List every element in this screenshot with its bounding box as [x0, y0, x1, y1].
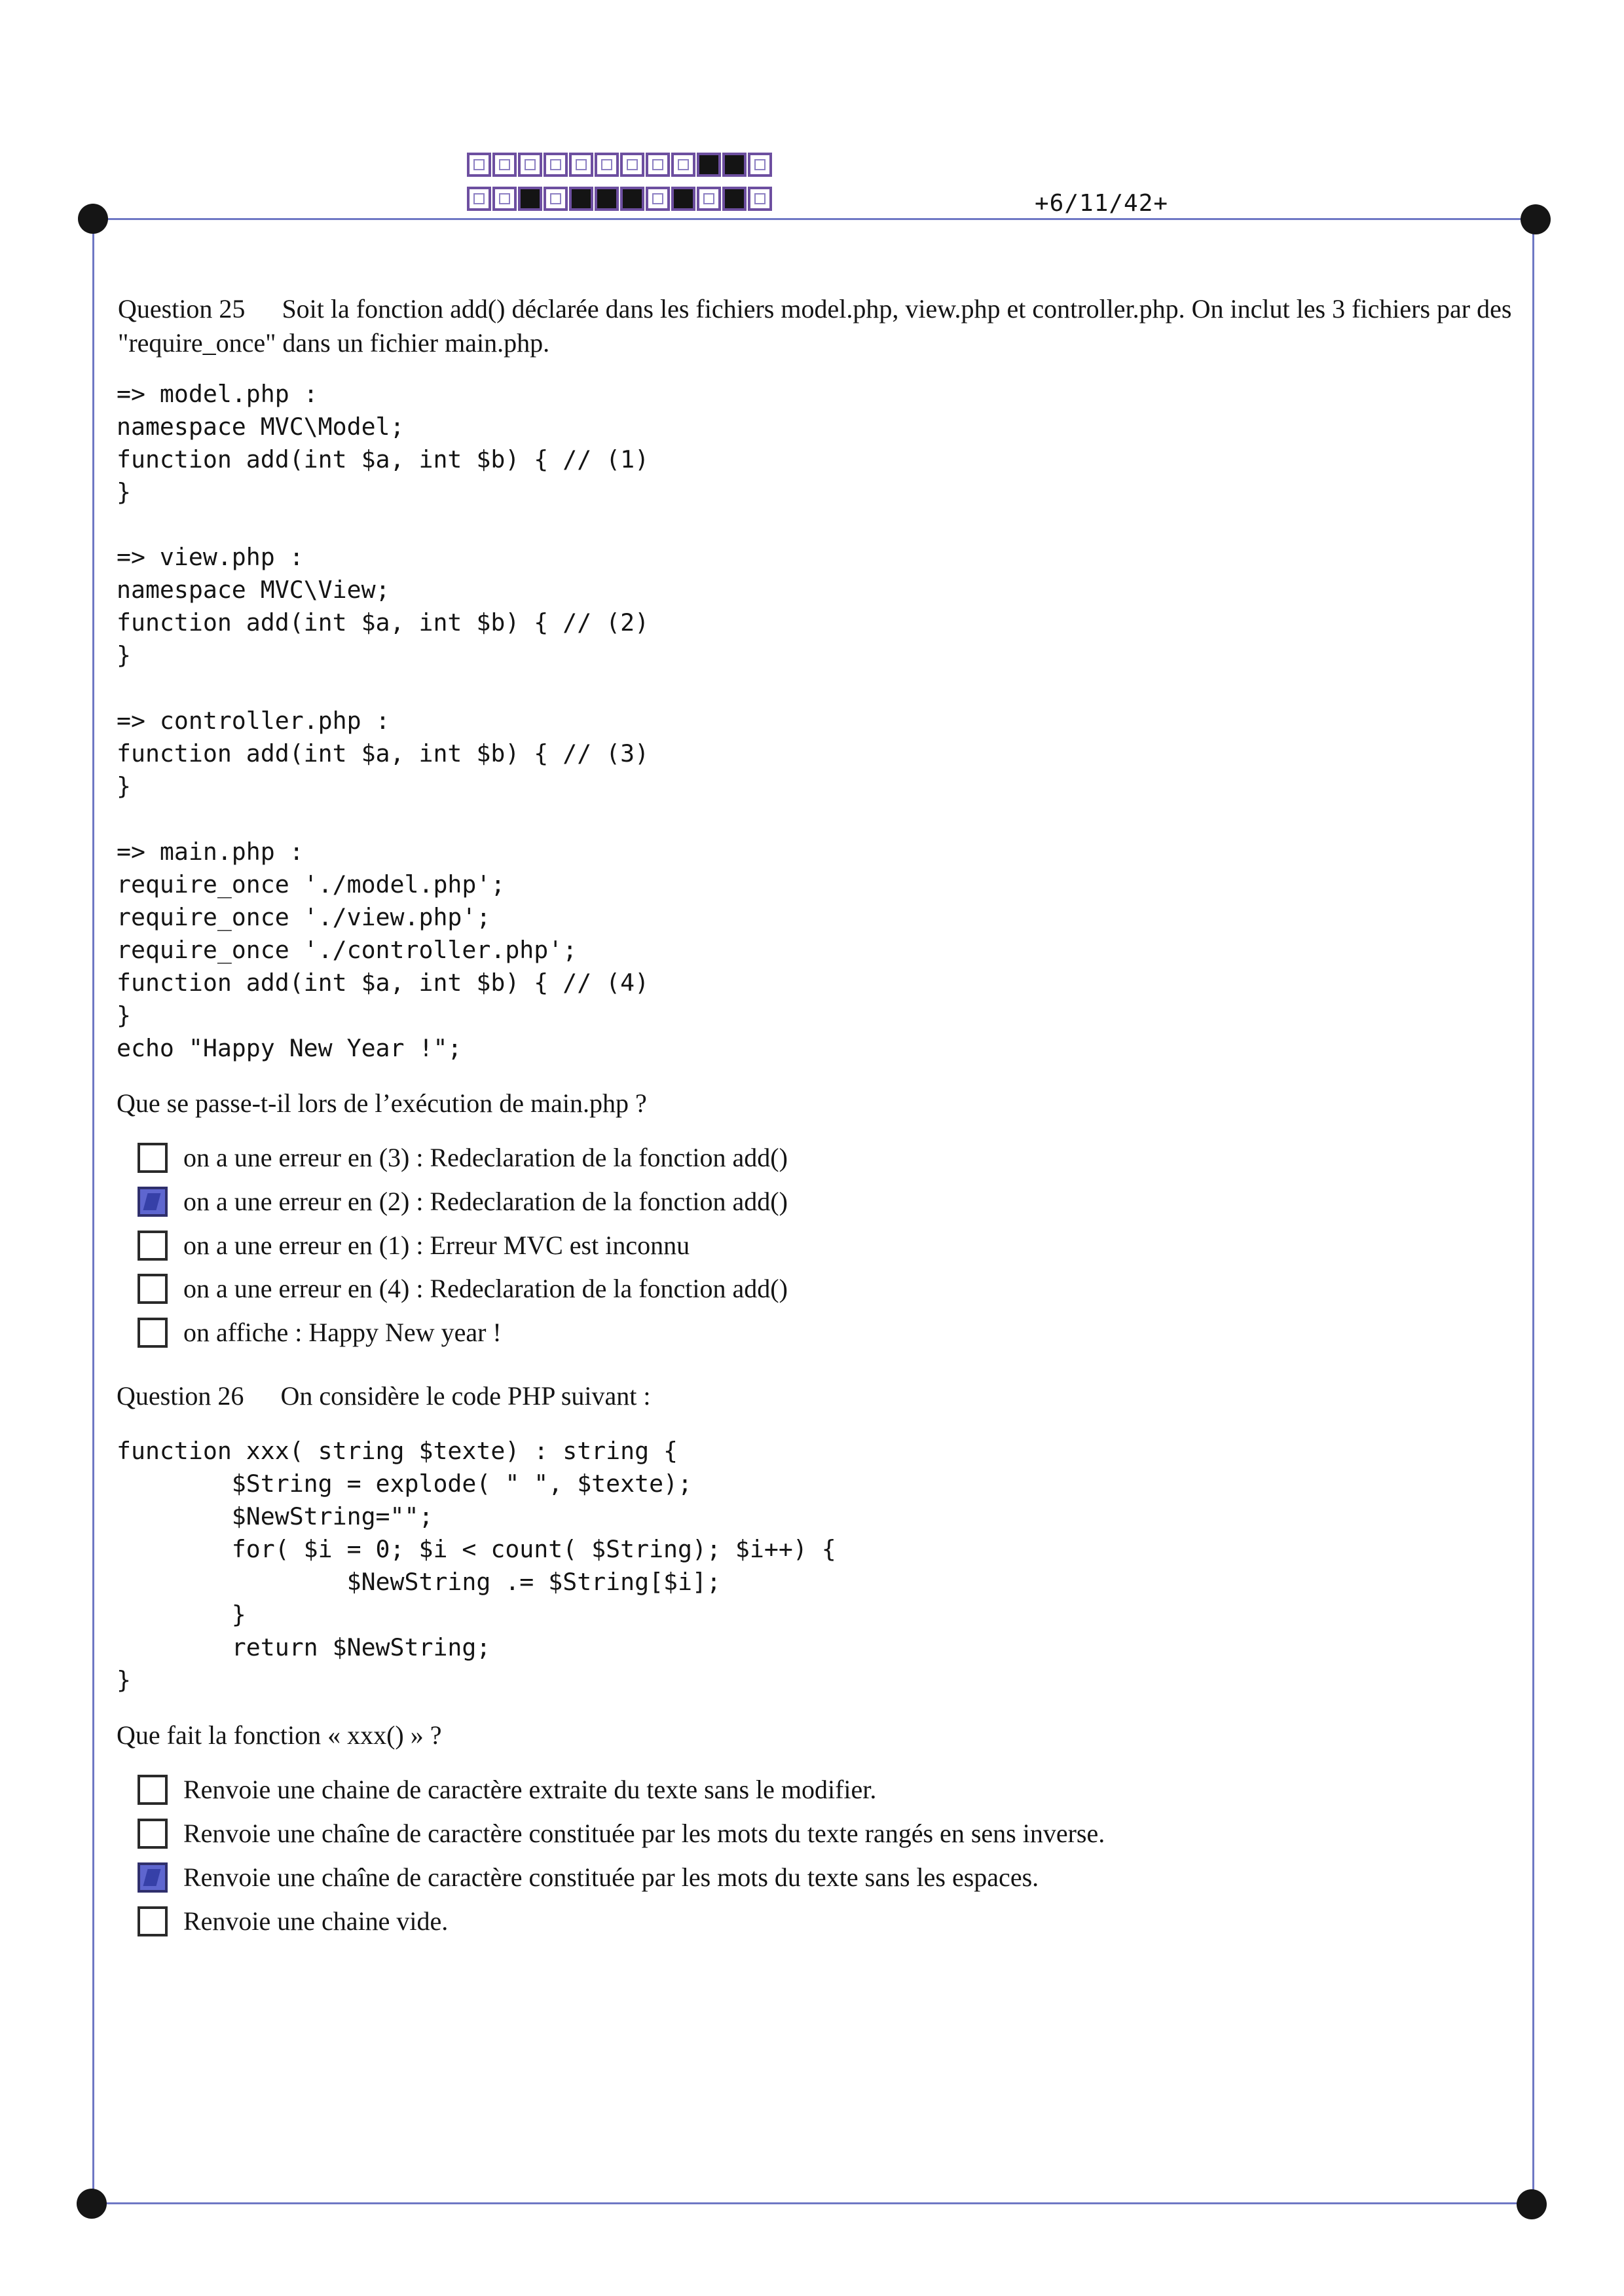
- q25-option-2-label: on a une erreur en (2) : Redeclaration de la fonction add(): [183, 1187, 788, 1216]
- code-function-xxx: function xxx( string $texte) : string { $String = explode( " ", $texte); $NewString=""; for( $i = 0; $i < count( $String); $i++) { $NewString .= $String[$i]; } return $NewString; }: [117, 1437, 836, 1694]
- code-row-1-cell-3: [518, 153, 542, 177]
- question-25-prompt: Que se passe-t-il lors de l’exécution de main.php ?: [117, 1088, 647, 1118]
- question-26-heading: [117, 1379, 1518, 1413]
- q25-option-3-checkbox[interactable]: [138, 1231, 168, 1261]
- code-controller-php: => controller.php : function add(int $a, int $b) { // (3) }: [117, 707, 650, 800]
- frame-top-line: [96, 218, 1536, 220]
- code-model-php: => model.php : namespace MVC\Model; function add(int $a, int $b) { // (1) }: [117, 380, 650, 506]
- q26-option-4-label: Renvoie une chaine vide.: [183, 1906, 449, 1936]
- q26-option-1-checkbox[interactable]: [138, 1775, 168, 1805]
- corner-mark-bottom-right: [1517, 2189, 1547, 2219]
- q25-option-5-label: on affiche : Happy New year !: [183, 1318, 502, 1347]
- q26-option-1-label: Renvoie une chaine de caractère extraite du texte sans le modifier.: [183, 1775, 877, 1804]
- code-row-1-cell-10: [697, 153, 721, 177]
- code-row-1-cell-6: [595, 153, 619, 177]
- q25-option-1-label: on a une erreur en (3) : Redeclaration de la fonction add(): [183, 1143, 788, 1172]
- code-row-2-cell-9: [671, 187, 695, 211]
- q25-option-4[interactable]: [138, 1269, 788, 1308]
- code-row-1-cell-1: [467, 153, 491, 177]
- code-main-php: => main.php : require_once './model.php'; require_once './view.php'; require_once './controller.php'; function add(int $a, int $b) { // (4) } echo "Happy New Year !";: [117, 838, 650, 1062]
- q26-option-3[interactable]: [138, 1858, 1039, 1897]
- q26-option-1[interactable]: [138, 1770, 876, 1809]
- question-26-label: Question 26: [117, 1381, 244, 1411]
- question-26-prompt: Que fait la fonction « xxx() » ?: [117, 1720, 442, 1750]
- page-id: +6/11/42+: [1035, 190, 1169, 217]
- q26-option-3-label: Renvoie une chaîne de caractère constituée par les mots du texte sans les espaces.: [183, 1862, 1039, 1892]
- code-row-1-cell-9: [671, 153, 695, 177]
- code-row-2-cell-11: [722, 187, 747, 211]
- q25-option-2-checkbox[interactable]: [138, 1187, 168, 1217]
- q26-option-4-checkbox[interactable]: [138, 1906, 168, 1936]
- code-row-2-cell-3: [518, 187, 542, 211]
- q26-option-2-label: Renvoie une chaîne de caractère constituée par les mots du texte rangés en sens inverse.: [183, 1819, 1105, 1848]
- code-row-1-cell-8: [646, 153, 670, 177]
- question-25-text: Soit la fonction add() déclarée dans les fichiers model.php, view.php et controller.php. On inclut les 3 fichiers par des "require_once" dans un fichier main.php.: [118, 294, 1512, 358]
- page-code-row-1: [467, 153, 773, 183]
- code-row-2-cell-2: [492, 187, 517, 211]
- q25-option-1[interactable]: [138, 1138, 788, 1177]
- q25-option-1-checkbox[interactable]: [138, 1143, 168, 1173]
- frame-right-line: [1532, 219, 1534, 2204]
- code-row-1-cell-7: [620, 153, 644, 177]
- corner-mark-bottom-left: [77, 2189, 107, 2219]
- q25-option-4-checkbox[interactable]: [138, 1274, 168, 1304]
- code-row-2-cell-7: [620, 187, 644, 211]
- code-row-1-cell-5: [569, 153, 593, 177]
- q26-option-4[interactable]: [138, 1902, 448, 1941]
- q25-option-5-checkbox[interactable]: [138, 1318, 168, 1348]
- code-row-1-cell-11: [722, 153, 747, 177]
- q25-option-2[interactable]: [138, 1182, 788, 1221]
- corner-mark-top-right: [1521, 204, 1551, 234]
- question-25-heading: [118, 292, 1519, 360]
- q25-option-3[interactable]: [138, 1226, 690, 1265]
- q26-option-2-checkbox[interactable]: [138, 1819, 168, 1849]
- code-row-2-cell-8: [646, 187, 670, 211]
- frame-bottom-line: [92, 2202, 1532, 2204]
- code-row-2-cell-4: [544, 187, 568, 211]
- page-code-row-2: [467, 187, 773, 217]
- code-row-2-cell-12: [748, 187, 772, 211]
- question-25-label: Question 25: [118, 294, 246, 324]
- q25-option-3-label: on a une erreur en (1) : Erreur MVC est inconnu: [183, 1231, 690, 1260]
- code-row-2-cell-10: [697, 187, 721, 211]
- q26-option-3-checkbox[interactable]: [138, 1862, 168, 1893]
- code-row-2-cell-6: [595, 187, 619, 211]
- corner-mark-top-left: [78, 204, 108, 234]
- code-row-1-cell-4: [544, 153, 568, 177]
- q25-option-4-label: on a une erreur en (4) : Redeclaration de la fonction add(): [183, 1274, 788, 1303]
- code-row-1-cell-2: [492, 153, 517, 177]
- code-row-2-cell-1: [467, 187, 491, 211]
- code-row-2-cell-5: [569, 187, 593, 211]
- code-row-1-cell-12: [748, 153, 772, 177]
- q26-option-2[interactable]: [138, 1814, 1105, 1853]
- q25-option-5[interactable]: [138, 1313, 502, 1352]
- question-26-text: On considère le code PHP suivant :: [280, 1381, 651, 1411]
- code-view-php: => view.php : namespace MVC\View; function add(int $a, int $b) { // (2) }: [117, 543, 650, 669]
- frame-left-line: [92, 219, 94, 2204]
